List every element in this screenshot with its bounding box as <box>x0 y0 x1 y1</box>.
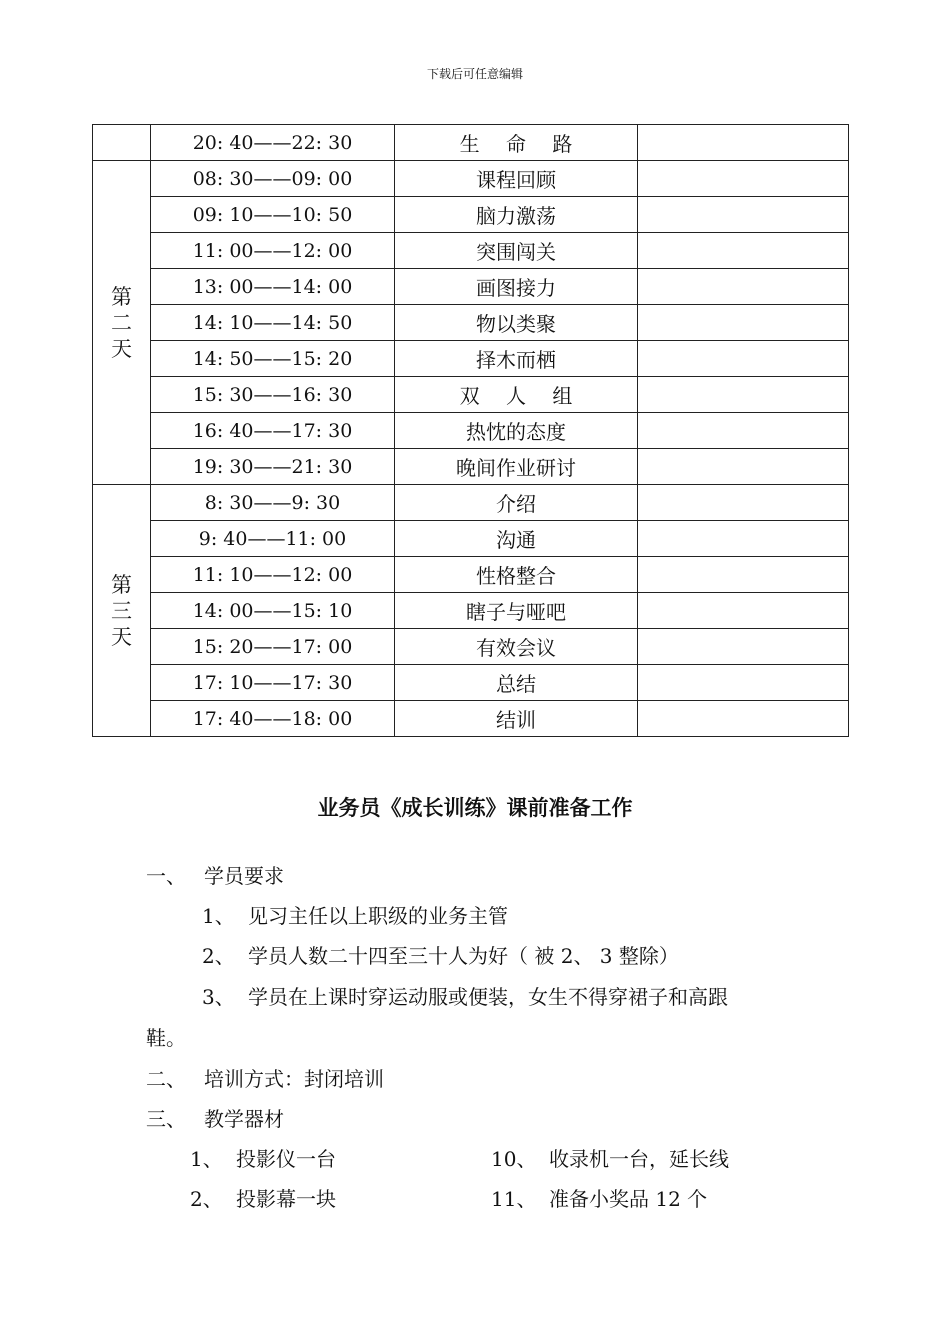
activity-cell <box>395 665 638 701</box>
table-row <box>93 161 849 197</box>
activity-label: 热忱的态度 <box>466 420 566 444</box>
item-text: 学员在上课时穿运动服或便装，女生不得穿裙子和高跟 <box>248 985 728 1009</box>
item-number: 10、 <box>491 1147 537 1171</box>
activity-cell <box>395 449 638 485</box>
table-row <box>93 629 849 665</box>
activity-label: 瞎子与哑吧 <box>466 600 566 624</box>
notes-cell <box>638 557 849 593</box>
section-heading-requirements <box>146 860 284 889</box>
time-cell: 8: 30——9: 30 <box>151 485 395 521</box>
activity-label: 总结 <box>496 672 536 696</box>
activity-label: 生 命 路 <box>459 132 583 156</box>
table-row <box>93 701 849 737</box>
activity-cell <box>395 269 638 305</box>
table-row <box>93 521 849 557</box>
activity-label: 课程回顾 <box>476 168 556 192</box>
notes-cell <box>638 413 849 449</box>
table-row <box>93 197 849 233</box>
day-cell-day-three <box>93 485 151 737</box>
activity-cell <box>395 377 638 413</box>
notes-cell <box>638 485 849 521</box>
section-heading-equipment <box>146 1103 284 1132</box>
day-label: 第二天 <box>111 284 132 361</box>
item-number: 2、 <box>190 1187 223 1211</box>
time-cell: 13: 00——14: 00 <box>151 269 395 305</box>
section-label: 学员要求 <box>204 864 284 888</box>
item-number: 2、 <box>202 944 235 968</box>
notes-cell <box>638 377 849 413</box>
list-item <box>202 981 728 1010</box>
page-header-note: 下载后可任意编辑 <box>426 67 523 81</box>
item-number: 11、 <box>491 1187 537 1211</box>
time-cell: 11: 10——12: 00 <box>151 557 395 593</box>
day-two-group <box>93 161 849 485</box>
notes-cell <box>638 701 849 737</box>
activity-label: 脑力激荡 <box>476 204 556 228</box>
notes-cell <box>638 341 849 377</box>
activity-cell <box>395 485 638 521</box>
activity-label: 突围闯关 <box>476 240 556 264</box>
table-row <box>93 593 849 629</box>
notes-cell <box>638 125 849 161</box>
list-item <box>202 900 508 929</box>
section-number: 二、 <box>146 1067 186 1091</box>
notes-cell <box>638 521 849 557</box>
time-cell: 14: 10——14: 50 <box>151 305 395 341</box>
activity-label: 结训 <box>496 708 536 732</box>
item-number: 3、 <box>202 985 235 1009</box>
notes-cell <box>638 665 849 701</box>
notes-cell <box>638 629 849 665</box>
item-number: 1、 <box>202 904 235 928</box>
table-row <box>93 413 849 449</box>
activity-label: 择木而栖 <box>476 348 556 372</box>
table-row <box>93 305 849 341</box>
activity-cell <box>395 593 638 629</box>
section-label: 教学器材 <box>204 1107 284 1131</box>
list-item-continuation: 鞋。 <box>146 1026 186 1050</box>
notes-cell <box>638 305 849 341</box>
time-cell: 14: 50——15: 20 <box>151 341 395 377</box>
notes-cell <box>638 449 849 485</box>
activity-cell <box>395 629 638 665</box>
activity-label: 沟通 <box>496 528 536 552</box>
table-row <box>93 665 849 701</box>
section-heading-method <box>146 1063 384 1092</box>
activity-cell <box>395 701 638 737</box>
time-cell: 14: 00——15: 10 <box>151 593 395 629</box>
day-cell-continued <box>93 125 151 161</box>
activity-label: 性格整合 <box>476 564 556 588</box>
equipment-item <box>491 1183 707 1212</box>
section-number: 三、 <box>146 1107 186 1131</box>
time-cell: 16: 40——17: 30 <box>151 413 395 449</box>
activity-label: 双 人 组 <box>459 384 583 408</box>
activity-label: 晚间作业研讨 <box>456 456 576 480</box>
equipment-item <box>491 1143 729 1172</box>
item-text: 见习主任以上职级的业务主管 <box>248 904 508 928</box>
activity-cell <box>395 557 638 593</box>
item-text: 准备小奖品 12 个 <box>549 1187 708 1211</box>
table-row <box>93 557 849 593</box>
notes-cell <box>638 593 849 629</box>
item-text: 投影仪一台 <box>236 1147 336 1171</box>
section-title: 业务员《成长训练》课前准备工作 <box>317 796 633 820</box>
table-row <box>93 269 849 305</box>
time-cell: 17: 40——18: 00 <box>151 701 395 737</box>
table-row <box>93 341 849 377</box>
activity-label: 有效会议 <box>476 636 556 660</box>
table-row <box>93 485 849 521</box>
day-cell-day-two <box>93 161 151 485</box>
day-label: 第三天 <box>111 572 132 649</box>
activity-cell <box>395 197 638 233</box>
notes-cell <box>638 197 849 233</box>
time-cell: 20: 40——22: 30 <box>151 125 395 161</box>
notes-cell <box>638 269 849 305</box>
activity-cell <box>395 125 638 161</box>
activity-cell <box>395 413 638 449</box>
list-item <box>202 940 679 969</box>
table-row <box>93 233 849 269</box>
section-number: 一、 <box>146 864 186 888</box>
table-row <box>93 377 849 413</box>
time-cell: 9: 40——11: 00 <box>151 521 395 557</box>
activity-label: 物以类聚 <box>476 312 556 336</box>
section-label: 培训方式：封闭培训 <box>204 1067 384 1091</box>
item-text: 收录机一台，延长线 <box>549 1147 729 1171</box>
activity-cell <box>395 305 638 341</box>
item-text: 投影幕一块 <box>236 1187 336 1211</box>
time-cell: 09: 10——10: 50 <box>151 197 395 233</box>
activity-cell <box>395 341 638 377</box>
item-number: 1、 <box>190 1147 223 1171</box>
activity-cell <box>395 521 638 557</box>
activity-cell <box>395 161 638 197</box>
notes-cell <box>638 161 849 197</box>
day-three-group <box>93 485 849 737</box>
equipment-item <box>190 1183 336 1212</box>
schedule-table <box>92 124 849 737</box>
activity-label: 介绍 <box>496 492 536 516</box>
table-row <box>93 449 849 485</box>
equipment-item <box>190 1143 336 1172</box>
activity-cell <box>395 233 638 269</box>
time-cell: 08: 30——09: 00 <box>151 161 395 197</box>
activity-label: 画图接力 <box>476 276 556 300</box>
table-row <box>93 125 849 161</box>
time-cell: 15: 30——16: 30 <box>151 377 395 413</box>
time-cell: 15: 20——17: 00 <box>151 629 395 665</box>
item-text: 学员人数二十四至三十人为好（ 被 2、 3 整除） <box>248 944 679 968</box>
time-cell: 11: 00——12: 00 <box>151 233 395 269</box>
time-cell: 17: 10——17: 30 <box>151 665 395 701</box>
notes-cell <box>638 233 849 269</box>
time-cell: 19: 30——21: 30 <box>151 449 395 485</box>
